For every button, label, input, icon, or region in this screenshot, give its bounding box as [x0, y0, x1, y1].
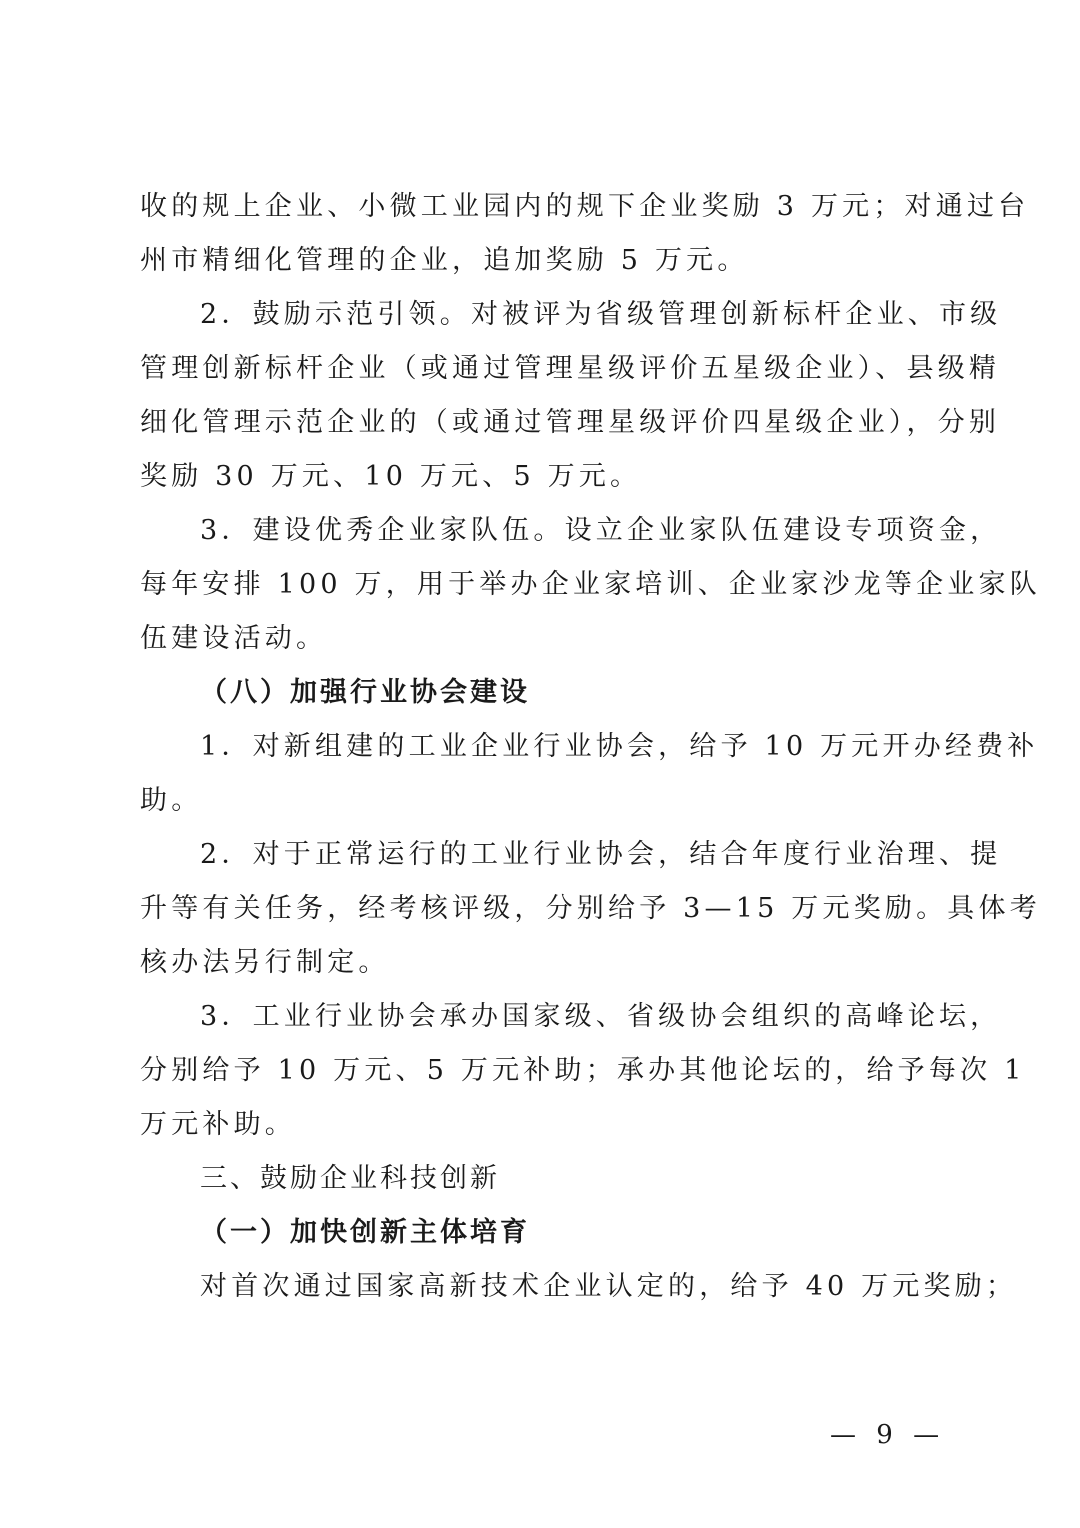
document-page [140, 180, 1041, 1314]
paragraph-line: 对首次通过国家高新技术企业认定的，给予 40 万元奖励； [200, 1271, 1018, 1302]
paragraph-line: 3．工业行业协会承办国家级、省级协会组织的高峰论坛， [200, 1001, 1002, 1032]
page-number: — 9 — [830, 1420, 946, 1450]
paragraph-line: 1．对新组建的工业企业行业协会，给予 10 万元开办经费补 [200, 731, 1039, 762]
paragraph-line: 州市精细化管理的企业，追加奖励 5 万元。 [140, 245, 749, 276]
paragraph-line: 助。 [140, 785, 203, 816]
paragraph-line: 核办法另行制定。 [140, 947, 390, 978]
paragraph-line: 奖励 30 万元、10 万元、5 万元。 [140, 461, 642, 492]
section-heading: 三、鼓励企业科技创新 [200, 1163, 500, 1194]
paragraph-line: 每年安排 100 万，用于举办企业家培训、企业家沙龙等企业家队 [140, 569, 1041, 600]
paragraph-line: 收的规上企业、小微工业园内的规下企业奖励 3 万元；对通过台 [140, 191, 1030, 222]
paragraph-line: 万元补助。 [140, 1109, 296, 1140]
paragraph-line: 3．建设优秀企业家队伍。设立企业家队伍建设专项资金， [200, 515, 1002, 546]
subsection-heading: （一）加快创新主体培育 [200, 1217, 530, 1248]
paragraph-line: 伍建设活动。 [140, 623, 328, 654]
paragraph-line: 细化管理示范企业的（或通过管理星级评价四星级企业），分别 [140, 407, 1001, 438]
paragraph-line: 管理创新标杆企业（或通过管理星级评价五星级企业）、县级精 [140, 353, 1001, 384]
paragraph-line: 分别给予 10 万元、5 万元补助；承办其他论坛的，给予每次 1 [140, 1055, 1026, 1086]
paragraph-line: 2．对于正常运行的工业行业协会，结合年度行业治理、提 [200, 839, 1002, 870]
paragraph-line: 升等有关任务，经考核评级，分别给予 3—15 万元奖励。具体考 [140, 893, 1041, 924]
paragraph-line: 2．鼓励示范引领。对被评为省级管理创新标杆企业、市级 [200, 299, 1002, 330]
subsection-heading: （八）加强行业协会建设 [200, 677, 530, 708]
